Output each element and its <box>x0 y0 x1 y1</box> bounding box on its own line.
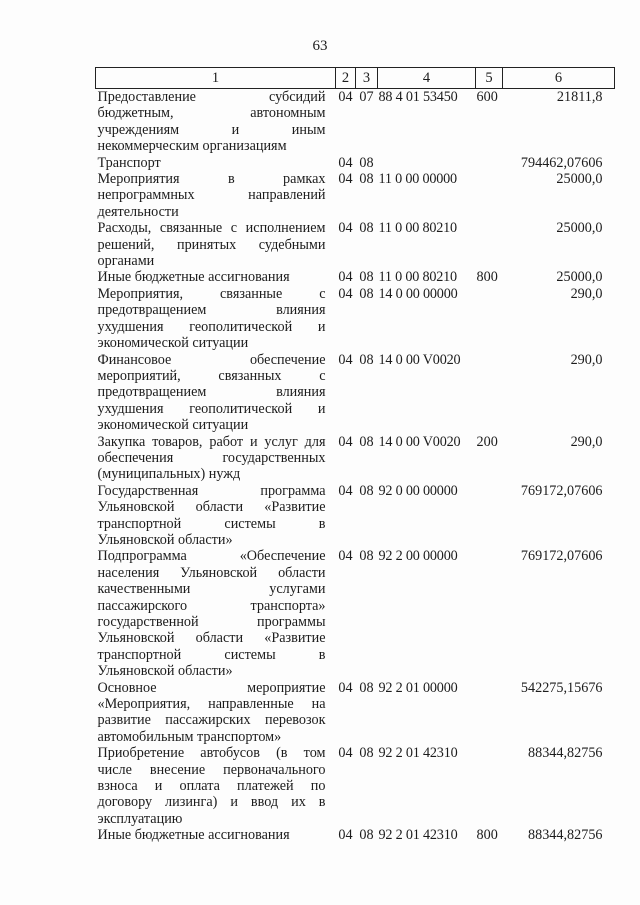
page-number: 63 <box>312 38 328 54</box>
expense-type-code: 800 <box>476 269 498 286</box>
section-code: 04 <box>338 220 353 237</box>
target-article-code: 11 0 00 00000 <box>378 171 457 188</box>
expense-name: Подпрограмма «Обеспечение населения Ульяновской области качественными услугами пассажирского транспорта» государственной программы Ульяновской области «Развитие транспортной системы в Ульяновской области» <box>97 548 326 680</box>
subsection-code: 08 <box>359 548 374 565</box>
amount: 290,0 <box>570 351 603 368</box>
amount: 794462,07606 <box>520 154 603 171</box>
expense-type-code <box>476 680 503 746</box>
target-article-code: 14 0 00 00000 <box>378 285 458 302</box>
target-article-code: 11 0 00 80210 <box>378 220 457 237</box>
table-row <box>96 269 615 285</box>
target-article-code: 92 2 01 00000 <box>378 679 458 696</box>
target-article-code: 92 0 00 00000 <box>378 482 458 499</box>
subsection-code: 08 <box>359 827 374 844</box>
amount: 769172,07606 <box>520 548 603 565</box>
expense-name: Иные бюджетные ассигнования <box>97 269 290 286</box>
subsection-code: 07 <box>359 89 374 105</box>
expense-name: Государственная программа Ульяновской области «Развитие транспортной системы в Ульяновской области» <box>97 482 326 548</box>
target-article-code: 88 4 01 53450 <box>378 89 458 105</box>
section-code: 04 <box>338 154 353 171</box>
expense-type-code <box>476 483 503 549</box>
table-row <box>96 548 615 679</box>
expense-type-code <box>476 155 503 171</box>
amount: 25000,0 <box>556 220 603 237</box>
amount: 290,0 <box>570 433 603 450</box>
column-header: 6 <box>503 68 615 89</box>
expense-type-code <box>476 745 503 827</box>
subsection-code: 08 <box>359 482 374 499</box>
section-code: 04 <box>338 433 353 450</box>
target-article-code: 14 0 00 V0020 <box>378 351 461 368</box>
expense-name: Иные бюджетные ассигнования <box>97 827 290 844</box>
expense-name: Закупка товаров, работ и услуг для обеспечения государственных (муниципальных) нужд <box>97 433 326 483</box>
amount: 542275,15676 <box>520 679 603 696</box>
column-number-row <box>96 68 615 89</box>
column-header: 3 <box>356 68 378 89</box>
column-header: 5 <box>476 68 503 89</box>
section-code: 04 <box>338 679 353 696</box>
column-header: 2 <box>336 68 356 89</box>
amount: 769172,07606 <box>520 482 603 499</box>
target-article-code <box>378 155 476 171</box>
section-code: 04 <box>338 745 353 762</box>
expense-name: Основное мероприятие «Мероприятия, направленные на развитие пассажирских перевозок автомобильным транспортом» <box>97 679 326 745</box>
table-row <box>96 220 615 269</box>
target-article-code: 11 0 00 80210 <box>378 269 457 286</box>
expense-type-code <box>476 548 503 679</box>
amount: 88344,82756 <box>528 827 603 844</box>
expense-type-code <box>476 352 503 434</box>
table-row <box>96 483 615 549</box>
section-code: 04 <box>338 285 353 302</box>
expense-type-code <box>476 286 503 352</box>
expense-name: Финансовое обеспечение мероприятий, связанных с предотвращением влияния ухудшения геополитической и экономической ситуации <box>97 351 326 434</box>
subsection-code: 08 <box>359 745 374 762</box>
table-row <box>96 745 615 827</box>
expense-name: Приобретение автобусов (в том числе внесение первоначального взноса и оплата платежей по договору лизинга) и ввод их в эксплуатацию <box>97 745 326 827</box>
section-code: 04 <box>338 482 353 499</box>
subsection-code: 08 <box>359 269 374 286</box>
expense-name: Предоставление субсидий бюджетным, автономным учреждениям и иным некоммерческим организациям <box>97 89 326 155</box>
subsection-code: 08 <box>359 285 374 302</box>
expense-name: Расходы, связанные с исполнением решений, принятых судебными органами <box>97 220 326 270</box>
subsection-code: 08 <box>359 433 374 450</box>
table-row <box>96 680 615 746</box>
amount: 290,0 <box>570 285 603 302</box>
expense-name: Мероприятия в рамках непрограммных направлений деятельности <box>97 171 326 220</box>
expense-type-code: 600 <box>476 89 498 105</box>
section-code: 04 <box>338 351 353 368</box>
table-row <box>96 352 615 434</box>
table-row <box>96 827 615 843</box>
subsection-code: 08 <box>359 220 374 237</box>
section-code: 04 <box>338 89 353 105</box>
expense-type-code <box>476 171 503 220</box>
subsection-code: 08 <box>359 154 374 171</box>
table-row <box>96 434 615 483</box>
target-article-code: 14 0 00 V0020 <box>378 433 461 450</box>
expense-type-code: 200 <box>476 433 498 450</box>
subsection-code: 08 <box>359 171 374 188</box>
expense-type-code <box>476 220 503 269</box>
section-code: 04 <box>338 827 353 844</box>
table-row <box>96 171 615 220</box>
section-code: 04 <box>338 269 353 286</box>
expense-name: Транспорт <box>97 154 161 171</box>
expense-name: Мероприятия, связанные с предотвращением влияния ухудшения геополитической и экономической ситуации <box>97 285 326 352</box>
target-article-code: 92 2 01 42310 <box>378 745 458 762</box>
section-code: 04 <box>338 548 353 565</box>
target-article-code: 92 2 00 00000 <box>378 548 458 565</box>
expense-type-code: 800 <box>476 827 498 844</box>
column-header: 4 <box>378 68 476 89</box>
amount: 25000,0 <box>556 269 603 286</box>
section-code: 04 <box>338 171 353 188</box>
amount: 25000,0 <box>556 171 603 188</box>
column-header: 1 <box>96 68 336 89</box>
amount: 21811,8 <box>556 89 603 105</box>
budget-table <box>95 67 615 844</box>
target-article-code: 92 2 01 42310 <box>378 827 458 844</box>
subsection-code: 08 <box>359 351 374 368</box>
subsection-code: 08 <box>359 679 374 696</box>
table-row <box>96 155 615 171</box>
table-row <box>96 286 615 352</box>
table-row <box>96 89 615 155</box>
amount: 88344,82756 <box>528 745 603 762</box>
